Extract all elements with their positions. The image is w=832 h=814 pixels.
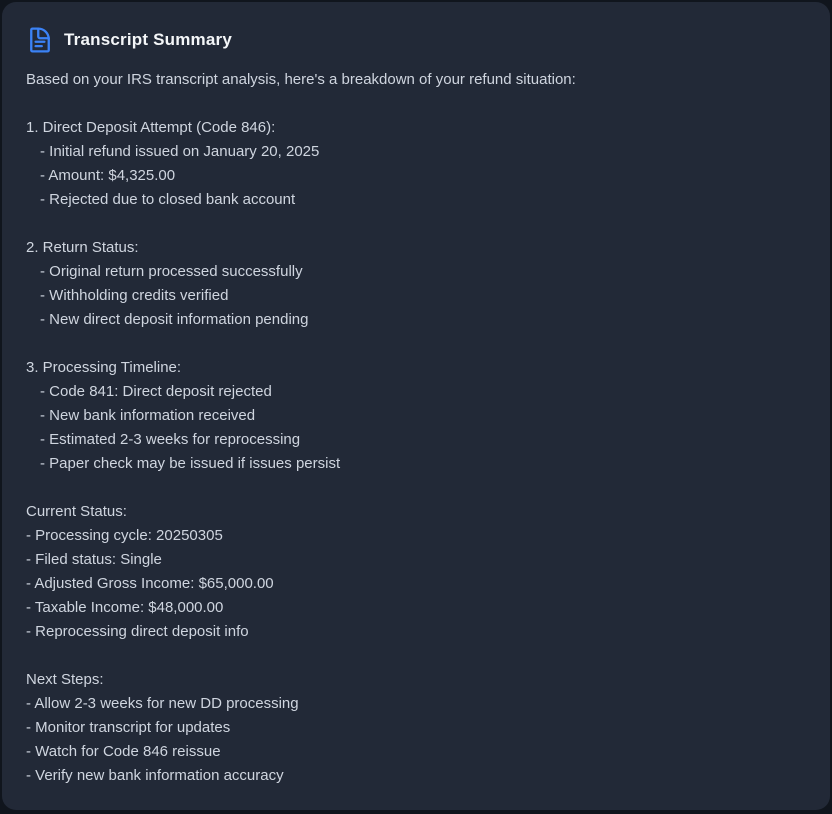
intro-line: Based on your IRS transcript analysis, here's a breakdown of your refund situation: xyxy=(26,71,576,88)
section-item: - Reprocessing direct deposit info xyxy=(26,623,249,640)
section-item: - Verify new bank information accuracy xyxy=(26,767,284,784)
section-heading: Current Status: xyxy=(26,503,127,520)
section-item: - Amount: $4,325.00 xyxy=(40,167,176,184)
section-item: - New direct deposit information pending xyxy=(40,311,309,328)
summary-body xyxy=(26,68,806,788)
panel-header xyxy=(26,26,806,54)
section-heading: 3. Processing Timeline: xyxy=(26,359,182,376)
section-item: - Paper check may be issued if issues persist xyxy=(40,455,341,472)
section-item: - Filed status: Single xyxy=(26,551,162,568)
section-item: - Monitor transcript for updates xyxy=(26,719,231,736)
section-item: - Code 841: Direct deposit rejected xyxy=(40,383,272,400)
section-item: - Withholding credits verified xyxy=(40,287,229,304)
section-heading: 2. Return Status: xyxy=(26,239,139,256)
section-item: - Adjusted Gross Income: $65,000.00 xyxy=(26,575,274,592)
section-current-status xyxy=(26,500,806,644)
transcript-summary-panel xyxy=(2,2,830,810)
section-item: - Estimated 2-3 weeks for reprocessing xyxy=(40,431,301,448)
section-item: - Watch for Code 846 reissue xyxy=(26,743,221,760)
section-heading: Next Steps: xyxy=(26,671,104,688)
section-item: - Original return processed successfully xyxy=(40,263,303,280)
section-item: - Initial refund issued on January 20, 2025 xyxy=(40,143,320,160)
section-item: - New bank information received xyxy=(40,407,256,424)
section-item: - Processing cycle: 20250305 xyxy=(26,527,223,544)
section-heading: 1. Direct Deposit Attempt (Code 846): xyxy=(26,119,276,136)
section-item: - Rejected due to closed bank account xyxy=(40,191,296,208)
section-direct-deposit-attempt xyxy=(26,116,806,212)
section-processing-timeline xyxy=(26,356,806,476)
panel-title: Transcript Summary xyxy=(64,30,232,49)
section-item: - Taxable Income: $48,000.00 xyxy=(26,599,224,616)
section-return-status xyxy=(26,236,806,332)
document-text-icon xyxy=(26,26,54,54)
section-next-steps xyxy=(26,668,806,788)
section-item: - Allow 2-3 weeks for new DD processing xyxy=(26,695,299,712)
